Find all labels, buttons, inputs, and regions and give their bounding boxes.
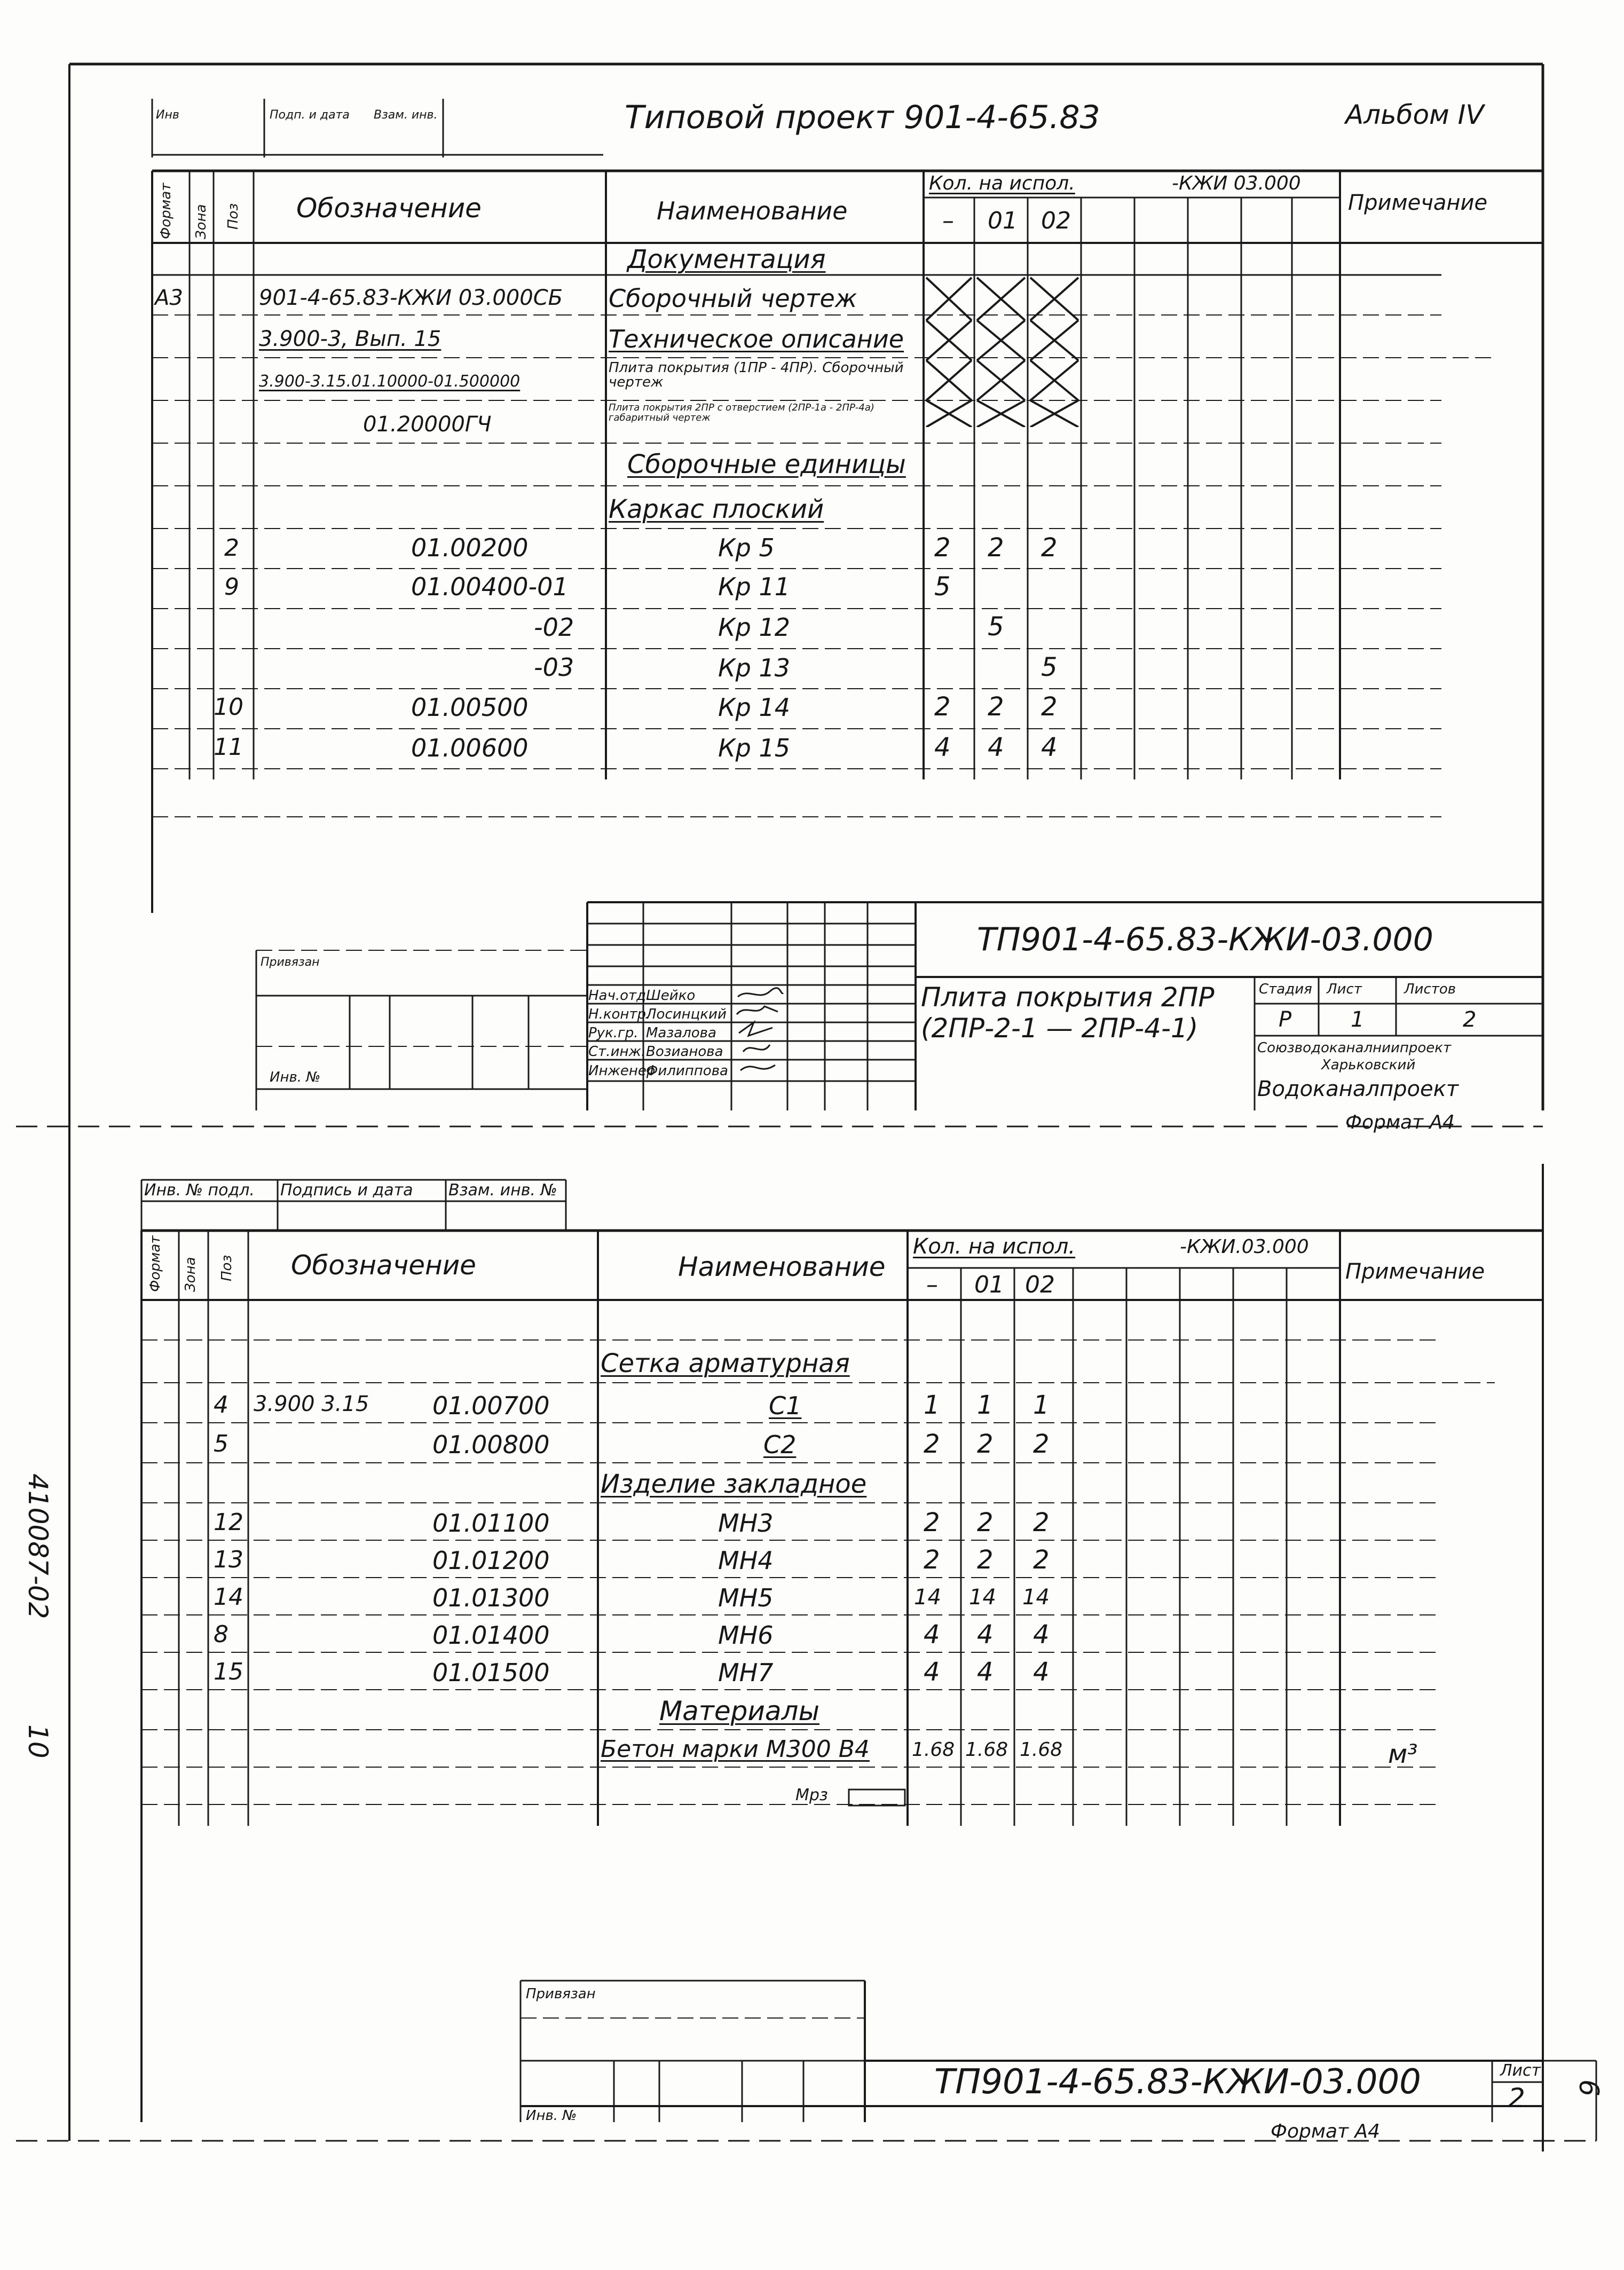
emb-row-3-q1: 14: [969, 1585, 996, 1610]
concrete-q2: 1.68: [1020, 1739, 1063, 1761]
emb-row-1-designation: 01.01100: [432, 1509, 550, 1538]
asm-row-4-q2: 5: [1041, 652, 1058, 682]
s1-stamp-replace: Взам. инв.: [374, 108, 438, 122]
s2-qty-col-02: 02: [1025, 1271, 1055, 1298]
page-number: 6: [1573, 2079, 1604, 2096]
s2-format-label: Формат А4: [1271, 2121, 1381, 2142]
s1-stamp-inv: Инв: [156, 108, 179, 122]
archive-part: 10: [22, 1724, 53, 1759]
s2-qty-col-dash: –: [926, 1271, 938, 1298]
asm-row-2-pos: 9: [224, 573, 239, 601]
doc-row-2-name: Техническое описание: [609, 325, 904, 353]
asm-row-1-q1: 2: [988, 533, 1004, 563]
asm-row-1-q0: 2: [934, 533, 951, 563]
s1-col-name: Наименование: [657, 196, 848, 225]
asm-row-1-q2: 2: [1041, 533, 1058, 563]
mesh-row-2-name: С2: [763, 1430, 797, 1459]
asm-row-6-q0: 4: [934, 732, 951, 762]
s2-privyazan-label: Привязан: [526, 1986, 596, 2002]
s2-col-name: Наименование: [678, 1251, 886, 1282]
mesh-row-2-q1: 2: [977, 1429, 994, 1459]
asm-row-3-q1: 5: [988, 612, 1004, 642]
name-2: Лосинцкий: [646, 1006, 727, 1022]
org-line-2: Харьковский: [1321, 1057, 1416, 1073]
emb-row-4-pos: 8: [214, 1621, 228, 1648]
doc-row-4-designation: 01.20000ГЧ: [363, 412, 492, 437]
name-4: Возианова: [646, 1044, 723, 1060]
documentation-section-title: Документация: [627, 245, 826, 274]
mesh-row-1-q1: 1: [977, 1390, 994, 1420]
asm-row-3-designation: -02: [534, 613, 574, 642]
sheets-label: Листов: [1404, 981, 1456, 997]
stage-label: Стадия: [1259, 981, 1312, 997]
emb-row-2-q0: 2: [924, 1545, 940, 1575]
asm-row-5-q1: 2: [988, 692, 1004, 722]
emb-row-3-designation: 01.01300: [432, 1583, 550, 1612]
s2-title-block-code: ТП901-4-65.83-КЖИ-03.000: [934, 2062, 1421, 2102]
emb-row-2-q2: 2: [1033, 1545, 1050, 1575]
s1-col-format: Формат: [158, 183, 174, 239]
album-label: Альбом IV: [1345, 99, 1484, 130]
sheets-value: 2: [1463, 1007, 1477, 1032]
emb-row-5-q1: 4: [977, 1657, 994, 1687]
asm-row-4-name: Кр 13: [718, 653, 791, 682]
asm-row-5-designation: 01.00500: [411, 693, 529, 722]
s1-inv-no-label: Инв. №: [270, 1069, 321, 1085]
emb-row-2-q1: 2: [977, 1545, 994, 1575]
asm-row-2-name: Кр 11: [718, 572, 791, 601]
asm-row-5-q2: 2: [1041, 692, 1058, 722]
s2-qty-code: -КЖИ.03.000: [1180, 1236, 1309, 1258]
doc-row-3-designation: 3.900-3.15.01.10000-01.500000: [259, 372, 521, 391]
sheet-value: 1: [1351, 1007, 1365, 1032]
asm-row-1-designation: 01.00200: [411, 533, 529, 562]
concrete-name: Бетон марки М300 В4: [601, 1736, 870, 1763]
name-3: Мазалова: [646, 1025, 716, 1041]
s1-qty-col-02: 02: [1041, 207, 1071, 234]
mesh-row-1-series: 3.900 3.15: [254, 1392, 369, 1416]
emb-row-5-pos: 15: [214, 1658, 243, 1685]
mesh-row-2-pos: 5: [214, 1430, 228, 1457]
role-4: Ст.инж.: [588, 1044, 646, 1060]
s2-stamp-inv: Инв. № подл.: [144, 1181, 255, 1200]
s1-format-label: Формат А4: [1345, 1112, 1455, 1133]
emb-row-3-pos: 14: [214, 1583, 243, 1611]
asm-row-3-name: Кр 12: [718, 613, 791, 642]
org-line-1: Союзводоканалниипроект: [1257, 1040, 1452, 1056]
asm-row-1-name: Кр 5: [718, 533, 775, 562]
emb-row-2-name: МН4: [718, 1546, 774, 1575]
role-3: Рук.гр.: [588, 1025, 638, 1041]
asm-row-2-q0: 5: [934, 572, 951, 602]
s1-qty-col-dash: –: [942, 207, 954, 234]
emb-row-4-q2: 4: [1033, 1620, 1050, 1650]
doc-row-2-designation: 3.900-3, Вып. 15: [259, 327, 442, 351]
emb-row-1-pos: 12: [214, 1509, 243, 1536]
signatures-scribble-icon: [732, 985, 786, 1081]
mesh-row-1-pos: 4: [214, 1391, 228, 1418]
doc-row-1-format: А3: [155, 286, 183, 310]
emb-row-3-q2: 14: [1022, 1585, 1050, 1610]
project-title: Типовой проект 901-4-65.83: [625, 99, 1100, 136]
assemblies-section-title: Сборочные единицы: [627, 450, 906, 479]
org-line-3: Водоканалпроект: [1257, 1077, 1459, 1101]
emb-row-1-q1: 2: [977, 1508, 994, 1538]
emb-row-1-name: МН3: [718, 1509, 774, 1538]
asm-row-5-q0: 2: [934, 692, 951, 722]
asm-row-6-designation: 01.00600: [411, 734, 529, 762]
mesh-row-1-name: С1: [769, 1391, 802, 1420]
emb-row-5-name: МН7: [718, 1658, 774, 1687]
mesh-row-1-designation: 01.00700: [432, 1391, 550, 1420]
s2-qty-col-01: 01: [974, 1271, 1004, 1298]
s1-col-pos: Поз: [225, 203, 241, 230]
concrete-unit: м³: [1388, 1739, 1418, 1769]
concrete-q1: 1.68: [965, 1739, 1008, 1761]
asm-row-1-pos: 2: [224, 534, 239, 562]
s1-col-note: Примечание: [1348, 191, 1488, 215]
assemblies-subsection: Каркас плоский: [609, 494, 824, 524]
s2-col-pos: Поз: [219, 1255, 235, 1281]
emb-row-3-name: МН5: [718, 1583, 774, 1612]
emb-row-3-q0: 14: [914, 1585, 941, 1610]
s2-col-note: Примечание: [1345, 1259, 1485, 1284]
name-5: Филиппова: [646, 1063, 728, 1079]
concrete-q0: 1.68: [912, 1739, 955, 1761]
s2-inv-no-label: Инв. №: [526, 2108, 577, 2124]
emb-row-4-name: МН6: [718, 1621, 774, 1650]
asm-row-6-name: Кр 15: [718, 734, 791, 762]
s2-col-format: Формат: [147, 1235, 163, 1292]
role-1: Нач.отд.: [588, 988, 651, 1004]
emb-row-2-designation: 01.01200: [432, 1546, 550, 1575]
s2-list-no: 2: [1508, 2083, 1525, 2114]
emb-row-5-q2: 4: [1033, 1657, 1050, 1687]
s1-col-designation: Обозначение: [296, 193, 482, 224]
archive-number: 410087-02: [22, 1473, 53, 1619]
s2-col-zone: Зона: [183, 1257, 199, 1292]
asm-row-5-pos: 10: [214, 693, 243, 721]
s1-col-zone: Зона: [193, 204, 209, 239]
s1-stamp-sign: Подп. и дата: [270, 108, 350, 122]
embedded-section-title: Изделие закладное: [601, 1469, 867, 1499]
doc-row-3-name: Плита покрытия (1ПР - 4ПР). Сборочный чертеж: [609, 360, 904, 391]
s1-title-block-code: ТП901-4-65.83-КЖИ-03.000: [977, 921, 1433, 958]
asm-row-4-designation: -03: [534, 653, 574, 682]
emb-row-4-q0: 4: [924, 1620, 940, 1650]
s2-stamp-replace: Взам. инв. №: [448, 1181, 557, 1200]
s1-title-block-title: Плита покрытия 2ПР (2ПР-2-1 — 2ПР-4-1): [921, 982, 1215, 1044]
mesh-row-2-designation: 01.00800: [432, 1430, 550, 1459]
asm-row-6-pos: 11: [214, 734, 243, 761]
name-1: Шейко: [646, 988, 696, 1004]
s1-qty-code: -КЖИ 03.000: [1172, 172, 1301, 194]
mesh-row-2-q2: 2: [1033, 1429, 1050, 1459]
doc-row-4-name: Плита покрытия 2ПР с отверстием (2ПР-1а - 2ПР-4а) габаритный чертеж: [609, 402, 874, 423]
s1-qty-header: Кол. на испол.: [929, 172, 1075, 194]
emb-row-4-q1: 4: [977, 1620, 994, 1650]
role-2: Н.контр.: [588, 1006, 651, 1022]
mesh-row-1-q2: 1: [1033, 1390, 1050, 1420]
doc-row-1-designation: 901-4-65.83-КЖИ 03.000СБ: [259, 286, 563, 310]
concrete-frost-label: Мрз: [795, 1786, 828, 1804]
s2-qty-header: Кол. на испол.: [913, 1234, 1076, 1259]
role-5: Инженер: [588, 1063, 656, 1079]
mesh-row-2-q0: 2: [924, 1429, 940, 1459]
emb-row-1-q0: 2: [924, 1508, 940, 1538]
mesh-section-title: Сетка арматурная: [601, 1349, 850, 1378]
emb-row-2-pos: 13: [214, 1546, 243, 1573]
s2-stamp-sign: Подпись и дата: [280, 1181, 413, 1200]
asm-row-6-q1: 4: [988, 732, 1004, 762]
s2-col-designation: Обозначение: [291, 1250, 476, 1281]
asm-row-5-name: Кр 14: [718, 693, 791, 722]
emb-row-5-designation: 01.01500: [432, 1658, 550, 1687]
doc-row-1-name: Сборочный чертеж: [609, 284, 857, 313]
emb-row-4-designation: 01.01400: [432, 1621, 550, 1650]
documentation-cross-marks: [924, 275, 1081, 427]
materials-section-title: Материалы: [659, 1696, 819, 1727]
stage-value: Р: [1279, 1007, 1292, 1032]
sheet-label: Лист: [1327, 981, 1362, 997]
s1-privyazan-label: Привязан: [261, 956, 320, 969]
s2-list-label: Лист: [1500, 2061, 1541, 2080]
asm-row-6-q2: 4: [1041, 732, 1058, 762]
s1-qty-col-01: 01: [988, 207, 1018, 234]
asm-row-2-designation: 01.00400-01: [411, 572, 569, 601]
emb-row-5-q0: 4: [924, 1657, 940, 1687]
emb-row-1-q2: 2: [1033, 1508, 1050, 1538]
mesh-row-1-q0: 1: [924, 1390, 940, 1420]
